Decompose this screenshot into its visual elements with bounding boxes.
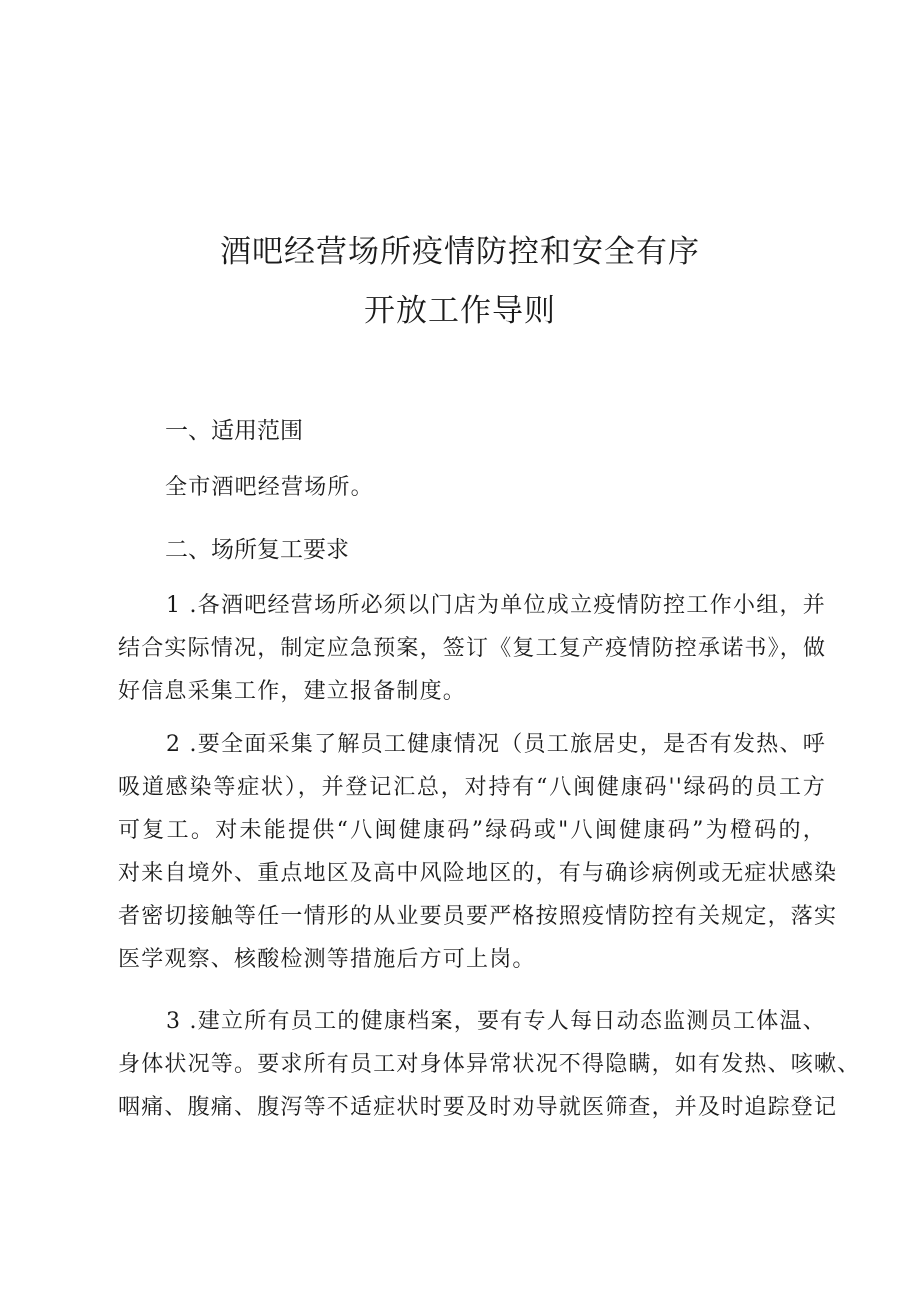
paragraph-2-line-3: 可复工。对未能提供“八闽健康码”绿码或"八闽健康码”为橙码的， (118, 818, 826, 843)
paragraph-1 (118, 584, 826, 713)
document-title-line-1: 酒吧经营场所疫情防控和安全有序 (220, 234, 700, 270)
paragraph-2 (118, 723, 838, 981)
paragraph-2-line-1: 2 .要全面采集了解员工健康情况（员工旅居史，是否有发热、呼 (166, 732, 826, 757)
scope-text: 全市酒吧经营场所。 (165, 475, 374, 500)
paragraph-2-line-5: 者密切接触等任一情形的从业要员要严格按照疫情防控有关规定，落实 (118, 904, 838, 929)
paragraph-2-line-4: 对来自境外、重点地区及高中风险地区的，有与确诊病例或无症状感染 (118, 861, 838, 886)
section-heading-scope: 一、适用范围 (165, 418, 303, 444)
paragraph-1-line-2: 结合实际情况，制定应急预案，签订《复工复产疫情防控承诺书》，做 (118, 636, 827, 661)
paragraph-2-line-6: 医学观察、核酸检测等措施后方可上岗。 (118, 947, 536, 972)
paragraph-3-line-3: 咽痛、腹痛、腹泻等不适症状时要及时劝导就医筛查，并及时追踪登记 (118, 1095, 838, 1120)
paragraph-1-line-3: 好信息采集工作，建立报备制度。 (118, 679, 467, 704)
section-heading-reopen-requirements: 二、场所复工要求 (165, 537, 349, 563)
document-title-line-2: 开放工作导则 (364, 293, 556, 329)
paragraph-3-line-2: 身体状况等。要求所有员工对身体异常状况不得隐瞒，如有发热、咳嗽、 (118, 1052, 861, 1077)
paragraph-3 (118, 1000, 861, 1129)
paragraph-3-line-1: 3 .建立所有员工的健康档案，要有专人每日动态监测员工体温、 (166, 1009, 826, 1034)
paragraph-2-line-2: 吸道感染等症状），并登记汇总，对持有“八闽健康码''绿码的员工方 (118, 775, 826, 800)
section-body-scope (165, 466, 374, 509)
paragraph-1-line-1: 1 .各酒吧经营场所必须以门店为单位成立疫情防控工作小组，并 (166, 593, 826, 618)
